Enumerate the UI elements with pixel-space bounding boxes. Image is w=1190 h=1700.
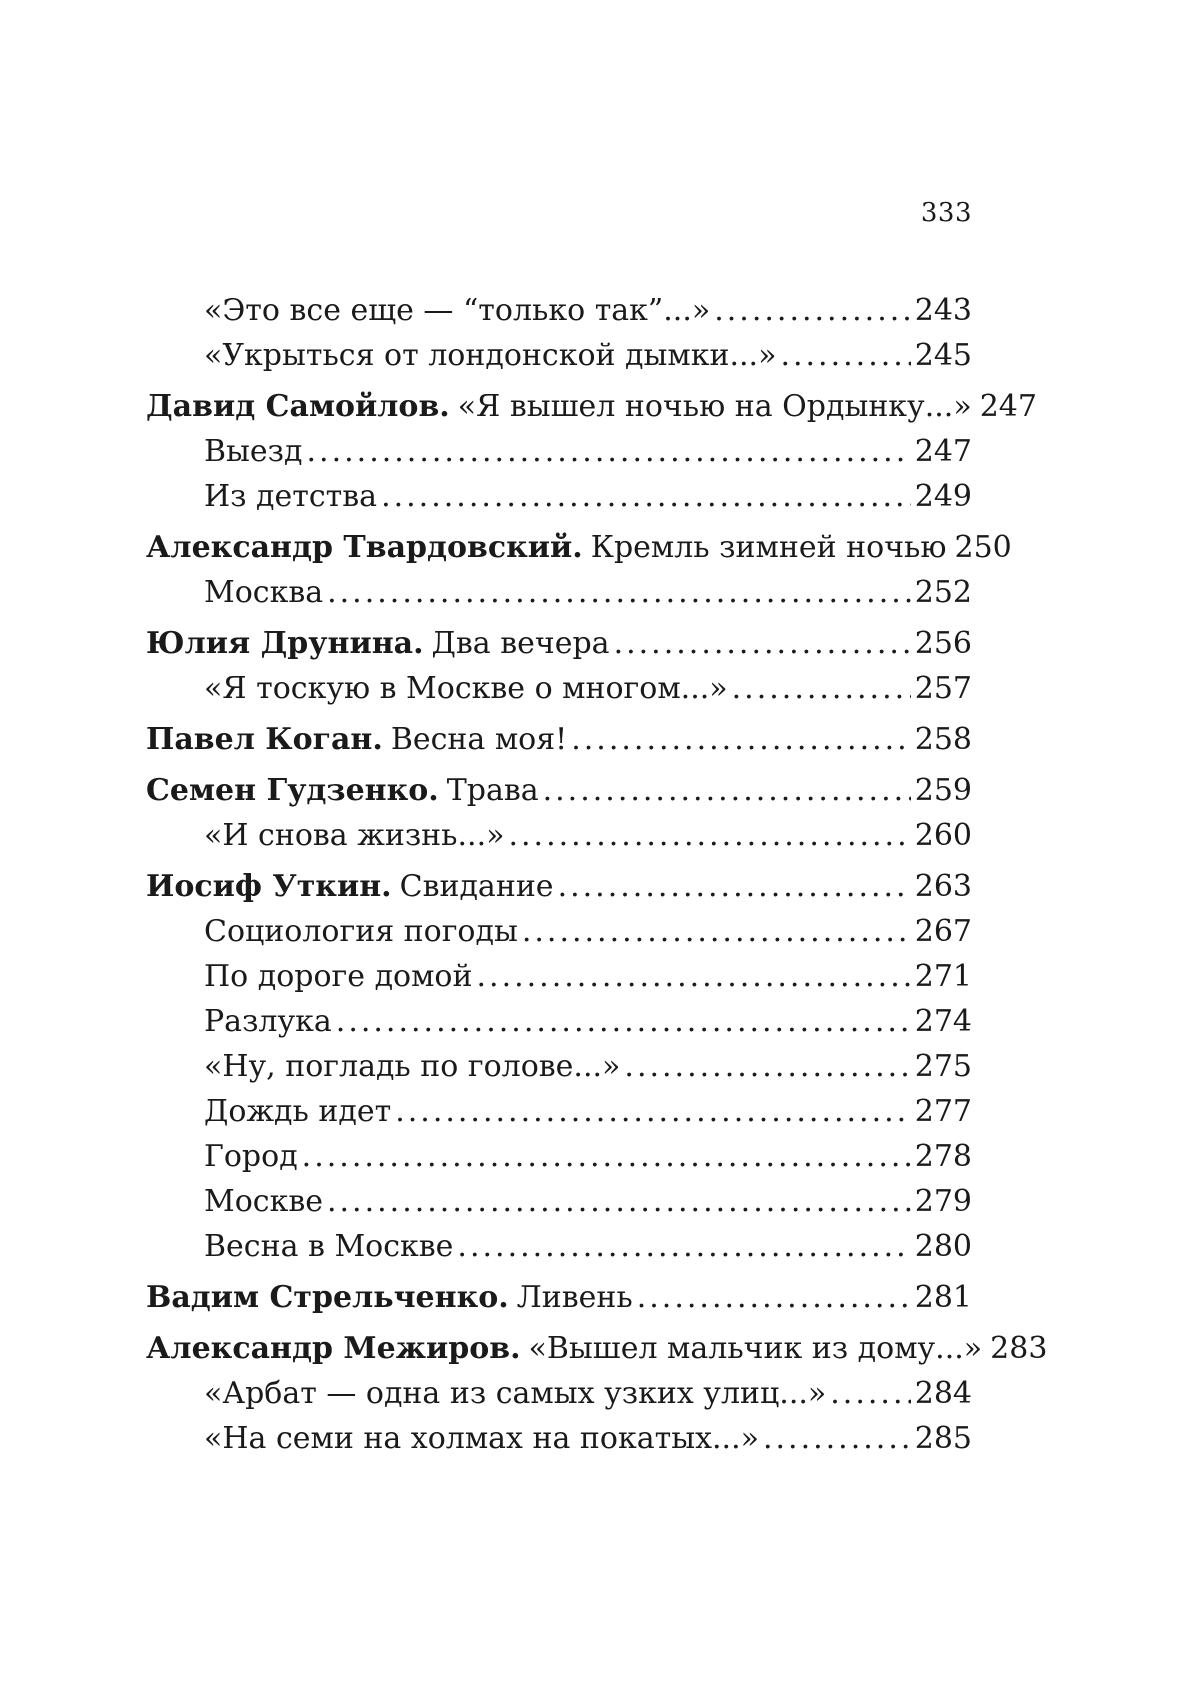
toc-entry-title: Социология погоды xyxy=(204,914,518,949)
toc-author-name: Александр Твардовский. xyxy=(146,530,583,565)
toc-entry-title: Весна в Москве xyxy=(204,1229,454,1264)
toc-entry xyxy=(146,1179,972,1224)
toc-entry-title: «И снова жизнь...» xyxy=(204,818,505,853)
toc-page-number: 278 xyxy=(914,1139,972,1174)
toc-page-number: 283 xyxy=(990,1331,1048,1366)
toc-entry xyxy=(146,954,972,999)
toc-page-number: 245 xyxy=(914,338,972,373)
toc-entry-title: «Я тоскую в Москве о многом...» xyxy=(204,671,728,706)
dot-leader xyxy=(381,474,911,519)
toc-author-entry xyxy=(146,717,972,762)
toc-entry xyxy=(146,333,972,378)
toc-entry-title: Два вечера xyxy=(431,626,610,661)
toc-entry-title: «Это все еще — “только так”...» xyxy=(204,293,711,328)
dot-leader xyxy=(477,954,911,999)
toc-page-number: 250 xyxy=(954,530,1012,565)
toc-page-number: 258 xyxy=(914,722,972,757)
toc-page-number: 260 xyxy=(914,818,972,853)
dot-leader xyxy=(732,666,911,711)
table-of-contents xyxy=(146,288,1048,1461)
toc-entry xyxy=(146,1089,972,1134)
dot-leader xyxy=(522,909,911,954)
toc-entry xyxy=(146,909,972,954)
toc-author-entry xyxy=(146,384,1037,429)
toc-entry-title: «Ну, погладь по голове...» xyxy=(204,1049,621,1084)
toc-entry-title: Москва xyxy=(204,575,324,610)
page-number: 333 xyxy=(920,198,972,228)
toc-page-number: 256 xyxy=(914,626,972,661)
toc-entry xyxy=(146,429,972,474)
toc-entry-title: Свидание xyxy=(399,869,554,904)
toc-entry-title: «На семи на холмах на покатых...» xyxy=(204,1421,759,1456)
toc-author-name: Юлия Друнина. xyxy=(146,626,424,661)
dot-leader xyxy=(714,288,911,333)
toc-entry xyxy=(146,1416,972,1461)
toc-entry-title: Город xyxy=(204,1139,298,1174)
dot-leader xyxy=(624,1044,910,1089)
toc-author-entry xyxy=(146,768,972,813)
toc-entry-title: Из детства xyxy=(204,479,378,514)
toc-page-number: 274 xyxy=(914,1004,972,1039)
toc-page-number: 275 xyxy=(914,1049,972,1084)
toc-author-name: Александр Межиров. xyxy=(146,1331,521,1366)
dot-leader xyxy=(830,1371,910,1416)
toc-page-number: 249 xyxy=(914,479,972,514)
dot-leader xyxy=(457,1224,910,1269)
toc-entry-title: Кремль зимней ночью xyxy=(590,530,947,565)
toc-page-number: 267 xyxy=(914,914,972,949)
toc-author-entry xyxy=(146,1326,1048,1371)
toc-page-number: 243 xyxy=(914,293,972,328)
dot-leader xyxy=(780,333,910,378)
toc-page-number: 252 xyxy=(914,575,972,610)
toc-entry xyxy=(146,570,972,615)
toc-page-number: 263 xyxy=(914,869,972,904)
toc-author-entry xyxy=(146,864,972,909)
toc-page-number: 247 xyxy=(979,389,1037,424)
dot-leader xyxy=(763,1416,911,1461)
toc-author-name: Вадим Стрельченко. xyxy=(146,1280,509,1315)
toc-entry xyxy=(146,1224,972,1269)
toc-author-name: Семен Гудзенко. xyxy=(146,773,439,808)
toc-entry xyxy=(146,474,972,519)
toc-page-number: 257 xyxy=(914,671,972,706)
toc-page-number: 277 xyxy=(914,1094,972,1129)
toc-page-number: 259 xyxy=(914,773,972,808)
dot-leader xyxy=(614,621,911,666)
toc-entry-title: «Арбат — одна из самых узких улиц...» xyxy=(204,1376,827,1411)
dot-leader xyxy=(543,768,911,813)
toc-entry-title: Выезд xyxy=(204,434,303,469)
toc-entry-title: «Укрыться от лондонской дымки...» xyxy=(204,338,777,373)
toc-page-number: 284 xyxy=(914,1376,972,1411)
toc-author-name: Иосиф Уткин. xyxy=(146,869,392,904)
toc-page-number: 247 xyxy=(914,434,972,469)
toc-entry-title: Дождь идет xyxy=(204,1094,392,1129)
dot-leader xyxy=(327,1179,911,1224)
dot-leader xyxy=(508,813,910,858)
toc-entry-title: Ливень xyxy=(516,1280,633,1315)
toc-page-number: 271 xyxy=(914,959,972,994)
toc-author-entry xyxy=(146,1275,972,1320)
toc-entry xyxy=(146,813,972,858)
toc-entry-title: Весна моя! xyxy=(390,722,568,757)
dot-leader xyxy=(336,999,911,1044)
dot-leader xyxy=(558,864,911,909)
toc-entry xyxy=(146,999,972,1044)
toc-page-number: 281 xyxy=(914,1280,972,1315)
toc-author-name: Павел Коган. xyxy=(146,722,383,757)
toc-entry-title: Трава xyxy=(446,773,539,808)
dot-leader xyxy=(571,717,911,762)
toc-author-name: Давид Самойлов. xyxy=(146,389,450,424)
toc-entry-title: По дороге домой xyxy=(204,959,473,994)
toc-page-number: 285 xyxy=(914,1421,972,1456)
toc-entry xyxy=(146,1134,972,1179)
dot-leader xyxy=(302,1134,911,1179)
dot-leader xyxy=(307,429,911,474)
toc-entry xyxy=(146,666,972,711)
toc-entry-title: «Вышел мальчик из дому...» xyxy=(528,1331,983,1366)
toc-author-entry xyxy=(146,525,1012,570)
dot-leader xyxy=(327,570,911,615)
dot-leader xyxy=(395,1089,911,1134)
toc-entry-title: «Я вышел ночью на Ордынку...» xyxy=(457,389,972,424)
toc-entry-title: Разлука xyxy=(204,1004,332,1039)
toc-entry xyxy=(146,1371,972,1416)
toc-entry-title: Москве xyxy=(204,1184,323,1219)
toc-entry xyxy=(146,1044,972,1089)
dot-leader xyxy=(637,1275,911,1320)
toc-entry xyxy=(146,288,972,333)
toc-page-number: 279 xyxy=(914,1184,972,1219)
toc-page-number: 280 xyxy=(914,1229,972,1264)
toc-author-entry xyxy=(146,621,972,666)
